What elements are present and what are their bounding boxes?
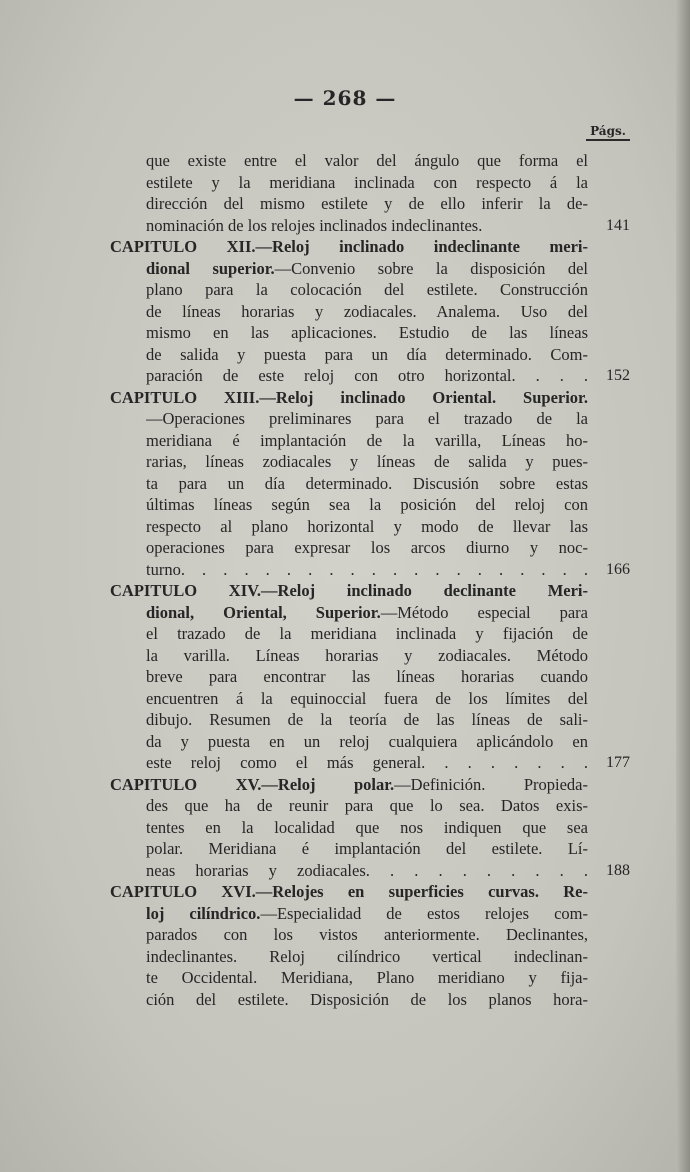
toc-text: respecto al plano horizontal y modo de llevar las	[146, 516, 588, 536]
toc-line-text	[146, 860, 588, 882]
toc-line	[110, 344, 630, 366]
toc-line	[110, 537, 630, 559]
toc-line	[110, 838, 630, 860]
toc-line	[110, 365, 630, 387]
toc-line	[110, 709, 630, 731]
toc-line	[110, 688, 630, 710]
chapter-heading: dional superior.	[146, 258, 275, 278]
toc-text: dirección del mismo estilete y de ello inferir la de-	[146, 194, 588, 213]
toc-line-text	[146, 752, 588, 774]
toc-line	[110, 473, 630, 495]
toc-text: de salida y puesta para un día determinado. Com-	[146, 344, 588, 364]
toc-line	[110, 602, 630, 624]
pages-column-label: Págs.	[586, 124, 630, 141]
toc-line-text	[146, 645, 588, 667]
toc-line-text	[146, 516, 588, 538]
toc-text: tentes en la localidad que nos indiquen que sea	[146, 817, 588, 837]
toc-text: estilete y la meridiana inclinada con respecto á la	[146, 172, 588, 192]
toc-line-text	[110, 236, 588, 258]
toc-text: últimas líneas según sea la posición del reloj con	[146, 495, 588, 514]
toc-line	[110, 752, 630, 774]
toc-text: mismo en las aplicaciones. Estudio de las líneas	[146, 323, 588, 342]
toc-text: polar. Meridiana é implantación del estilete. Lí-	[146, 839, 588, 858]
toc-text: ta para un día determinado. Discusión sobre estas	[146, 473, 588, 493]
toc-text: breve para encontrar las líneas horarias cuando	[146, 667, 588, 686]
toc-line-text	[146, 344, 588, 366]
toc-text: —Convenio sobre la disposición del	[274, 258, 588, 278]
toc-page-number: 141	[606, 216, 630, 234]
toc-line-text	[146, 795, 588, 817]
toc-line	[110, 516, 630, 538]
chapter-heading: loj cilíndrico.	[146, 903, 261, 923]
toc-line	[110, 860, 630, 882]
toc-line	[110, 795, 630, 817]
toc-text: neas horarias y zodiacales. . . . . . . . . .	[146, 860, 588, 880]
toc-text: que existe entre el valor del ángulo que forma el	[146, 151, 588, 170]
toc-page-number: 166	[606, 560, 630, 578]
toc-text: te Occidental. Meridiana, Plano meridiano y fija-	[146, 968, 588, 987]
page-edge-shadow	[676, 0, 690, 1172]
toc-text: la varilla. Líneas horarias y zodiacales. Método	[146, 645, 588, 665]
toc-line	[110, 408, 630, 430]
toc-line-text	[146, 430, 588, 452]
toc-line-text	[146, 559, 588, 581]
toc-chapter-line	[110, 387, 630, 409]
chapter-heading: CAPITULO XIII.—Reloj inclinado Oriental. Superior.	[110, 387, 588, 407]
toc-line	[110, 150, 630, 172]
chapter-heading: CAPITULO XV.—Reloj polar.	[110, 774, 395, 794]
toc-line	[110, 731, 630, 753]
toc-text: plano para la colocación del estilete. Construcción	[146, 280, 588, 299]
toc-line	[110, 494, 630, 516]
toc-text: dibujo. Resumen de la teoría de las líneas de sali-	[146, 710, 588, 729]
toc-line	[110, 967, 630, 989]
toc-line	[110, 645, 630, 667]
toc-page-number: 177	[606, 754, 630, 771]
toc-text: operaciones para expresar los arcos diurno y noc-	[146, 538, 588, 557]
toc-text: encuentren á la equinoccial fuera de los límites del	[146, 688, 588, 708]
toc-line-text	[146, 301, 588, 323]
toc-line	[110, 279, 630, 301]
chapter-heading: CAPITULO XII.—Reloj inclinado indeclinante meri-	[110, 237, 588, 256]
toc-line	[110, 559, 630, 581]
toc-line	[110, 924, 630, 946]
toc-line-text	[146, 731, 588, 753]
toc-line-text	[146, 322, 588, 344]
toc-text: parados con los vistos anteriormente. Declinantes,	[146, 925, 588, 944]
toc-line-text	[146, 408, 588, 430]
toc-text: rarias, líneas zodiacales y líneas de salida y pues-	[146, 452, 588, 471]
toc-line-text	[146, 623, 588, 645]
toc-line	[110, 451, 630, 473]
toc-line-text	[146, 967, 588, 989]
toc-line	[110, 258, 630, 280]
toc-text: turno. . . . . . . . . . . . . . . . . . . .	[146, 559, 588, 579]
toc-line-text	[146, 451, 588, 473]
toc-text: meridiana é implantación de la varilla, Líneas ho-	[146, 430, 588, 450]
toc-line	[110, 903, 630, 925]
chapter-heading: CAPITULO XIV.—Reloj inclinado declinante Meri-	[110, 581, 588, 600]
toc-line-text	[146, 172, 588, 194]
toc-text: nominación de los relojes inclinados indeclinantes.	[146, 215, 483, 235]
toc-line	[110, 666, 630, 688]
toc-text: —Especialidad de estos relojes com-	[260, 903, 588, 923]
toc-line	[110, 989, 630, 1011]
toc-line	[110, 430, 630, 452]
toc-line-text	[146, 838, 588, 860]
toc-line-text	[146, 989, 588, 1011]
toc-text: ción del estilete. Disposición de los planos hora-	[146, 989, 588, 1009]
toc-text: —Método especial para	[380, 602, 588, 622]
toc-line-text	[146, 946, 588, 968]
table-of-contents	[110, 150, 630, 1010]
toc-line-text	[110, 881, 588, 903]
toc-line	[110, 215, 630, 237]
toc-text: paración de este reloj con otro horizontal. . . .	[146, 366, 588, 385]
toc-line-text	[146, 193, 588, 215]
toc-line	[110, 301, 630, 323]
toc-text: indeclinantes. Reloj cilíndrico vertical indeclinan-	[146, 946, 588, 966]
toc-text: —Operaciones preliminares para el trazado de la	[146, 409, 588, 428]
toc-chapter-line	[110, 881, 630, 903]
toc-line	[110, 172, 630, 194]
toc-line-text	[146, 365, 588, 387]
toc-line	[110, 623, 630, 645]
toc-line	[110, 322, 630, 344]
toc-line-text	[146, 709, 588, 731]
toc-line-text	[146, 924, 588, 946]
toc-text: des que ha de reunir para que lo sea. Datos exis-	[146, 796, 588, 815]
toc-line-text	[110, 387, 588, 409]
toc-line	[110, 817, 630, 839]
toc-chapter-line	[110, 774, 630, 796]
toc-line-text	[146, 666, 588, 688]
toc-text: da y puesta en un reloj cualquiera aplicándolo en	[146, 731, 588, 751]
toc-page-number: 152	[606, 367, 630, 384]
toc-line-text	[146, 903, 588, 925]
toc-line-text	[110, 580, 588, 602]
toc-text: —Definición. Propieda-	[394, 774, 588, 794]
toc-line-text	[146, 279, 588, 301]
toc-line	[110, 193, 630, 215]
toc-line-text	[146, 817, 588, 839]
toc-text: el trazado de la meridiana inclinada y fijación de	[146, 624, 588, 643]
toc-chapter-line	[110, 580, 630, 602]
toc-text: de líneas horarias y zodiacales. Analema. Uso del	[146, 301, 588, 321]
toc-line-text	[146, 537, 588, 559]
chapter-heading: dional, Oriental, Superior.	[146, 602, 381, 622]
toc-page-number: 188	[606, 861, 630, 879]
toc-line-text	[146, 258, 588, 280]
toc-line-text	[146, 473, 588, 495]
page-number: — 268 —	[293, 86, 397, 110]
toc-line-text	[146, 215, 588, 237]
toc-chapter-line	[110, 236, 630, 258]
toc-line-text	[146, 688, 588, 710]
toc-line-text	[146, 602, 588, 624]
toc-line-text	[146, 494, 588, 516]
toc-text: este reloj como el más general. . . . . . . .	[146, 753, 588, 772]
toc-line-text	[146, 150, 588, 172]
toc-line-text	[110, 774, 588, 796]
toc-line	[110, 946, 630, 968]
chapter-heading: CAPITULO XVI.—Relojes en superficies curvas. Re-	[110, 882, 588, 901]
